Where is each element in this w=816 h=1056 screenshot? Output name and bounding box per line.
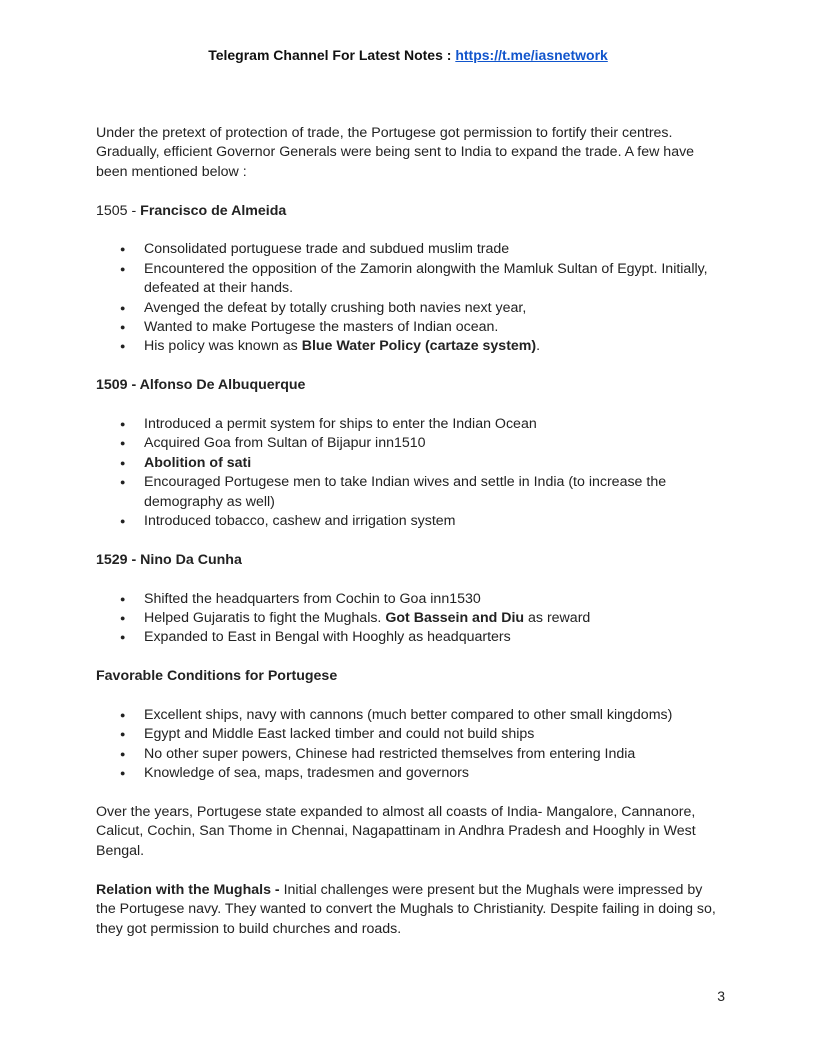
conditions-list xyxy=(96,706,721,784)
page-header xyxy=(0,47,816,63)
list-item xyxy=(96,260,721,299)
list-item-text: Expanded to East in Bengal with Hooghly as headquarters xyxy=(144,629,511,646)
list-item xyxy=(96,299,721,318)
list-item-text: His policy was known as xyxy=(144,338,302,355)
bullet-icon: ● xyxy=(120,419,126,430)
bullet-icon: ● xyxy=(120,710,126,721)
list-item-bold: Blue Water Policy (cartaze system) xyxy=(301,338,537,355)
bullet-icon: ● xyxy=(120,729,126,740)
section-heading-conditions xyxy=(96,667,721,686)
section-heading-cunha xyxy=(96,551,721,570)
bullet-icon: ● xyxy=(120,768,126,779)
list-item xyxy=(96,706,721,725)
mughals-label: Relation with the Mughals - xyxy=(96,881,280,898)
section-title: 1529 - Nino Da Cunha xyxy=(96,551,242,568)
mughals-paragraph xyxy=(96,881,721,939)
list-item xyxy=(96,725,721,744)
bullet-icon: ● xyxy=(120,477,126,488)
list-item-bold: Abolition of sati xyxy=(144,454,252,471)
bullet-icon: ● xyxy=(120,341,126,352)
bullet-icon: ● xyxy=(120,244,126,255)
telegram-link[interactable]: https://t.me/iasnetwork xyxy=(455,47,608,63)
bullet-icon: ● xyxy=(120,438,126,449)
list-item-text: as reward xyxy=(524,610,591,627)
list-item-text: . xyxy=(536,338,541,355)
bullet-icon: ● xyxy=(120,263,126,274)
list-item xyxy=(96,240,721,259)
albuquerque-list xyxy=(96,415,721,531)
list-item xyxy=(96,454,721,473)
list-item-text: Egypt and Middle East lacked timber and could not build ships xyxy=(144,726,535,743)
bullet-icon: ● xyxy=(120,593,126,604)
list-item-text: No other super powers, Chinese had restricted themselves from entering India xyxy=(144,745,636,762)
section-name: Francisco de Almeida xyxy=(140,202,287,219)
list-item-text: Shifted the headquarters from Cochin to Goa inn1530 xyxy=(144,590,481,607)
list-item-bold: Got Bassein and Diu xyxy=(385,610,525,627)
list-item xyxy=(96,337,721,356)
list-item-text: Introduced tobacco, cashew and irrigation system xyxy=(144,513,456,530)
list-item xyxy=(96,628,721,647)
mughals-text: Initial challenges were present but the Mughals were impressed by the Portugese navy. They wanted to convert the Mughals to Christianity. Despite failing in doing so, they got permission to build churches and roads. xyxy=(96,881,716,937)
section-year: 1505 - xyxy=(96,202,141,219)
list-item xyxy=(96,764,721,783)
list-item xyxy=(96,434,721,453)
list-item-text: Helped Gujaratis to fight the Mughals. xyxy=(144,610,386,627)
list-item-text: Consolidated portuguese trade and subdued muslim trade xyxy=(144,241,510,258)
list-item xyxy=(96,745,721,764)
bullet-icon: ● xyxy=(120,302,126,313)
list-item xyxy=(96,590,721,609)
section-title: Favorable Conditions for Portugese xyxy=(96,668,338,685)
expansion-paragraph: Over the years, Portugese state expanded to almost all coasts of India- Mangalore, Cannanore, Calicut, Cochin, San Thome in Chennai, Nagapattinam in Andhra Pradesh and Hooghly in West Bengal. xyxy=(96,804,696,859)
list-item xyxy=(96,318,721,337)
cunha-list xyxy=(96,590,721,648)
almeida-list xyxy=(96,240,721,356)
page-number: 3 xyxy=(717,988,725,1004)
bullet-icon: ● xyxy=(120,322,126,333)
list-item-text: Encouraged Portugese men to take Indian wives and settle in India (to increase the demography as well) xyxy=(144,474,667,510)
section-title: 1509 - Alfonso De Albuquerque xyxy=(96,377,306,394)
list-item xyxy=(96,473,721,512)
list-item-text: Encountered the opposition of the Zamorin alongwith the Mamluk Sultan of Egypt. Initially, defeated at their hands. xyxy=(144,260,708,297)
list-item-text: Knowledge of sea, maps, tradesmen and governors xyxy=(144,765,469,782)
list-item xyxy=(96,415,721,434)
intro-paragraph: Under the pretext of protection of trade, the Portugese got permission to fortify their centres. Gradually, efficient Governor Generals were being sent to India to expand the trade. A few have been mentioned below : xyxy=(96,125,695,180)
header-label: Telegram Channel For Latest Notes : xyxy=(208,47,456,63)
bullet-icon: ● xyxy=(120,457,126,468)
list-item-text: Wanted to make Portugese the masters of Indian ocean. xyxy=(144,319,499,336)
list-item xyxy=(96,609,721,628)
bullet-icon: ● xyxy=(120,748,126,759)
list-item-text: Acquired Goa from Sultan of Bijapur inn1510 xyxy=(144,435,426,452)
list-item-text: Introduced a permit system for ships to enter the Indian Ocean xyxy=(144,416,537,433)
bullet-icon: ● xyxy=(120,632,126,643)
bullet-icon: ● xyxy=(120,516,126,527)
section-heading-albuquerque xyxy=(96,376,721,395)
list-item-text: Excellent ships, navy with cannons (much better compared to other small kingdoms) xyxy=(144,707,673,724)
list-item xyxy=(96,512,721,531)
document-body xyxy=(96,124,721,958)
list-item-text: Avenged the defeat by totally crushing both navies next year, xyxy=(144,299,527,316)
section-heading-almeida xyxy=(96,202,721,221)
bullet-icon: ● xyxy=(120,613,126,624)
